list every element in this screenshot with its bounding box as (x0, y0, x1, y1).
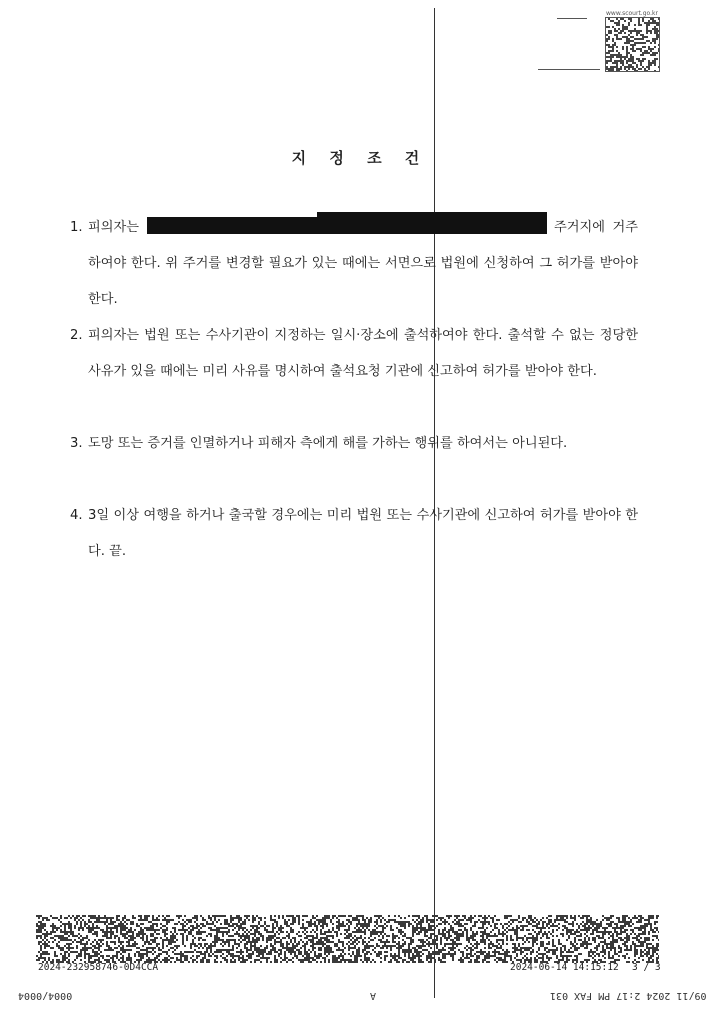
qr-code (605, 17, 660, 72)
barcode-strip (36, 915, 659, 963)
condition-text: 도망 또는 증거를 인멸하거나 피해자 측에게 해를 가하는 행위를 하여서는 아니된다. (88, 436, 568, 451)
condition-number: 3. (70, 436, 83, 451)
issue-timestamp: 2024-06-14 14:15:12 (510, 962, 619, 973)
header-url: www.scourt.go.kr (606, 10, 658, 17)
condition-number: 1. (70, 220, 83, 235)
document-id: 2024-232958746-0D4CCA (38, 962, 159, 973)
condition-text: 피의자는 (88, 220, 139, 235)
condition-4 (70, 498, 638, 570)
condition-text: 주거지에 거주하여야 한다. 위 주거를 변경할 필요가 있는 때에는 서면으로 법원에 신청하여 그 허가를 받아야 한다. (88, 220, 638, 307)
condition-text: 피의자는 법원 또는 수사기관이 지정하는 일시·장소에 출석하여야 한다. 출석할 수 없는 정당한 사유가 있을 때에는 미리 사유를 명시하여 출석요청 기관에 신고하여 허가를 받아야 한다. (88, 328, 638, 379)
condition-number: 4. (70, 508, 83, 523)
fax-header-center: A (370, 990, 377, 1001)
fax-header-right: 0004/0004 (18, 990, 73, 1001)
document-title: 지 정 조 건 (291, 149, 429, 167)
redaction-bar (147, 217, 547, 234)
fax-header-left: 09/11 2024 2:17 PM FAX 031 (550, 990, 707, 1001)
condition-1 (70, 210, 638, 318)
top-dash (557, 18, 587, 19)
condition-3 (70, 426, 638, 462)
page-number: 3 / 3 (632, 962, 661, 973)
condition-number: 2. (70, 328, 83, 343)
condition-2 (70, 318, 638, 390)
top-dash (538, 69, 600, 70)
condition-text: 3일 이상 여행을 하거나 출국할 경우에는 미리 법원 또는 수사기관에 신고하여 허가를 받아야 한다. 끝. (88, 508, 638, 559)
